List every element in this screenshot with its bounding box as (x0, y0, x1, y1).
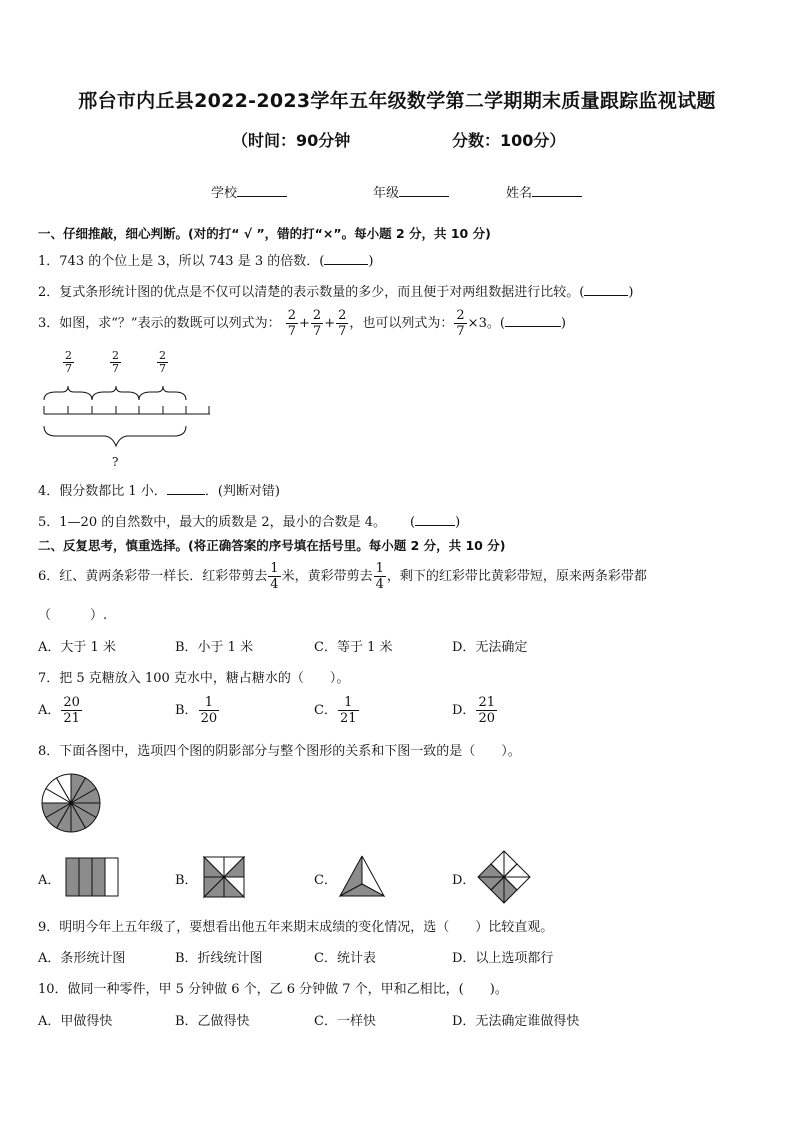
question-4: 4．假分数都比 1 小． ．(判断对错) (38, 484, 280, 499)
question-7: 7．把 5 克糖放入 100 克水中，糖占糖水的（ ）。 (38, 671, 350, 686)
q6-option-c[interactable]: C．等于 1 米 (314, 640, 393, 655)
question-9: 9．明明今年上五年级了，要想看出他五年来期末成绩的变化情况，选（ ）比较直观。 (38, 920, 554, 935)
q10-option-c[interactable]: C．一样快 (314, 1014, 376, 1029)
question-mark-label: ? (112, 455, 119, 469)
fraction: $\frac{2}{7}$ (287, 308, 296, 339)
q9-option-c[interactable]: C．统计表 (314, 951, 376, 966)
question-3: 3．如图，求“？”表示的数既可以列式为： $\frac{2}{7}$ + $\frac{2}{7}$ + $\frac{2}{7}$ ，也可以列式为： $\frac{2}{7}$ ×3。( ) (38, 308, 566, 339)
segment-label-2: $\frac{2}{7}$ (112, 349, 119, 375)
q7-option-c[interactable]: C． $\frac{1}{21}$ (314, 695, 357, 726)
q10-option-d[interactable]: D．无法确定谁做得快 (452, 1014, 580, 1029)
question-8: 8．下面各图中，选项四个图的阴影部分与整个图形的关系和下图一致的是（ ）。 (38, 744, 521, 759)
q6-option-d[interactable]: D．无法确定 (452, 640, 528, 655)
section-2-heading: 二、反复思考，慎重选择。(将正确答案的序号填在括号里。每小题 2 分，共 10 分) (38, 538, 506, 553)
segment-label-1: $\frac{2}{7}$ (65, 349, 72, 375)
fraction: $\frac{2}{7}$ (338, 308, 347, 339)
question-10: 10．做同一种零件，甲 5 分钟做 6 个，乙 6 分钟做 7 个，甲和乙相比，( )。 (38, 982, 508, 997)
fraction: $\frac{2}{7}$ (312, 308, 322, 339)
q8-option-a[interactable]: A． (38, 873, 61, 888)
option-d-figure (478, 851, 530, 903)
page-title: 邢台市内丘县2022-2023学年五年级数学第二学期期末质量跟踪监视试题 (78, 90, 716, 112)
question-6: 6．红、黄两条彩带一样长．红彩带剪去 $\frac{1}{4}$ 米，黄彩带剪去 $\frac{1}{4}$ ，剩下的红彩带比黄彩带短，原来两条彩带都 (38, 561, 647, 592)
exam-score: 分数：100分） (452, 131, 566, 150)
q9-option-b[interactable]: B．折线统计图 (175, 951, 263, 966)
section-1-heading: 一、仔细推敲，细心判断。(对的打“ √ ”，错的打“×”。每小题 2 分，共 10 分) (38, 226, 491, 241)
fraction: $\frac{1}{4}$ (375, 561, 384, 592)
q10-option-b[interactable]: B．乙做得快 (175, 1014, 250, 1029)
q8-option-b[interactable]: B． (175, 873, 198, 888)
q7-option-a[interactable]: A． $\frac{20}{21}$ (38, 695, 80, 726)
name-label: 姓名 (506, 186, 533, 201)
q8-option-d[interactable]: D． (452, 873, 476, 888)
exam-time: （时间：90分钟 (232, 131, 351, 150)
q9-option-d[interactable]: D．以上选项都行 (452, 951, 554, 966)
option-b-figure (204, 857, 244, 897)
q6-option-b[interactable]: B．小于 1 米 (175, 640, 254, 655)
question-5: 5．1—20 的自然数中，最大的质数是 2，最小的合数是 4。 ( ) (38, 515, 461, 530)
q7-option-b[interactable]: B． $\frac{1}{20}$ (175, 695, 218, 726)
segment-label-3: $\frac{2}{7}$ (159, 349, 166, 375)
option-a-figure (66, 858, 118, 896)
question-6-paren[interactable]: （ ）. (38, 608, 108, 623)
fraction: $\frac{1}{4}$ (270, 561, 279, 592)
q7-option-d[interactable]: D． $\frac{21}{20}$ (452, 695, 495, 726)
question-1: 1．743 的个位上是 3，所以 743 是 3 的倍数．( ) (38, 254, 374, 269)
q8-option-c[interactable]: C． (314, 873, 337, 888)
q9-option-a[interactable]: A．条形统计图 (38, 951, 126, 966)
option-c-figure (340, 856, 384, 896)
question-2: 2．复式条形统计图的优点是不仅可以清楚的表示数量的多少，而且便于对两组数据进行比较。( ) (38, 285, 634, 300)
school-label: 学校 (211, 186, 238, 201)
fraction: $\frac{2}{7}$ (456, 308, 465, 339)
grade-label: 年级 (373, 186, 400, 201)
reference-circle-figure (42, 774, 100, 832)
q6-option-a[interactable]: A．大于 1 米 (38, 640, 116, 655)
q10-option-a[interactable]: A．甲做得快 (38, 1014, 113, 1029)
